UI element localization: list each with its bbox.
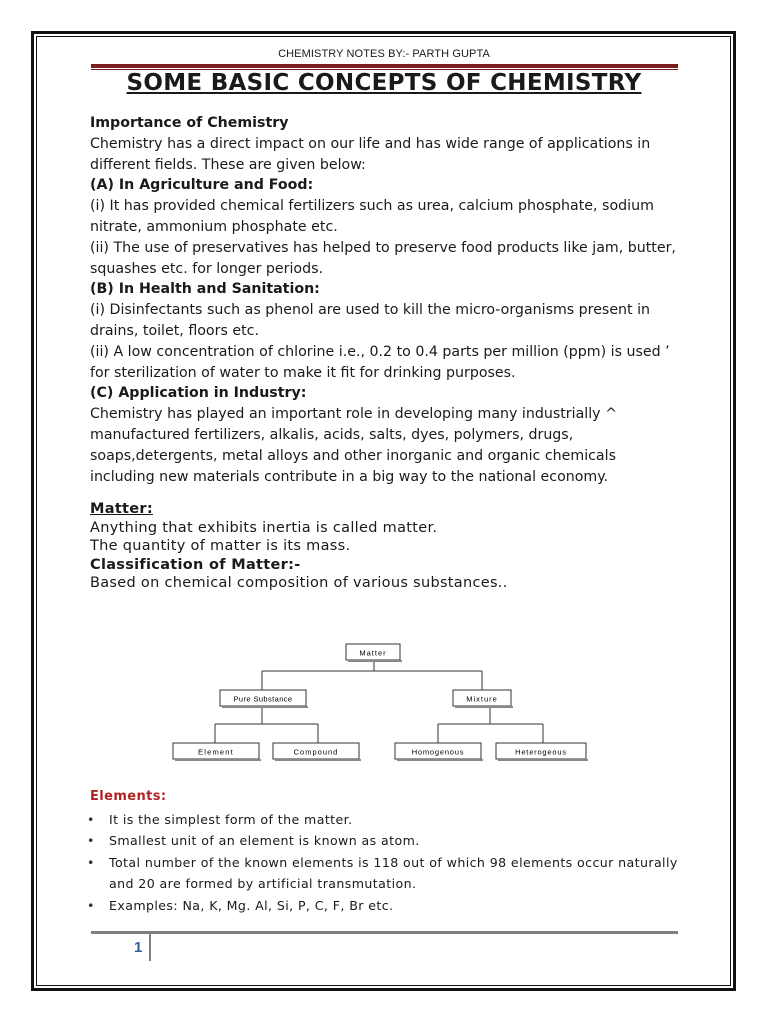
agriculture-point-2: (ii) The use of preservatives has helped to preserve food products like jam, butter, squashes etc. for longer periods.	[90, 239, 676, 277]
industry-text: Chemistry has played an important role in developing many industrially ^ manufactured fertilizers, alkalis, acids, salts, dyes, polymers, drugs, soaps,detergents, metal alloys and other inorganic and organic chemicals including new materials contribute in a big way to the national economy.	[90, 406, 617, 485]
list-item: • Smallest unit of an element is known as atom.	[90, 830, 690, 852]
header-rule	[91, 64, 678, 68]
node-pure-substance	[220, 690, 308, 708]
importance-section	[90, 113, 680, 487]
node-heterogeous	[496, 743, 588, 761]
industry-heading: (C) Application in Industry:	[90, 385, 307, 402]
health-point-2: (ii) A low concentration of chlorine i.e., 0.2 to 0.4 parts per million (ppm) is used ’ for sterilization of water to make it fit for drinking purposes.	[90, 343, 670, 381]
header-notes-by: CHEMISTRY NOTES BY:- PARTH GUPTA	[278, 48, 490, 60]
matter-heading: Matter:	[90, 501, 153, 517]
matter-section	[90, 500, 680, 593]
elements-list	[90, 809, 690, 917]
node-mixture	[453, 690, 513, 708]
node-matter-label: Matter	[359, 648, 387, 658]
node-mixture-label: Mixture	[466, 694, 498, 704]
agriculture-point-1: (i) It has provided chemical fertilizers such as urea, calcium phosphate, sodium nitrate, ammonium phosphate etc.	[90, 198, 654, 235]
matter-classification-diagram	[170, 640, 590, 765]
agriculture-heading: (A) In Agriculture and Food:	[90, 177, 314, 194]
importance-heading: Importance of Chemistry	[90, 115, 289, 131]
page-number-divider	[149, 934, 151, 961]
classification-text: Based on chemical composition of various substances..	[90, 575, 508, 591]
node-element	[173, 743, 261, 761]
node-heterogeous-label: Heterogeous	[515, 747, 567, 757]
page-number: 1	[134, 939, 143, 956]
node-matter	[346, 644, 402, 662]
health-point-1: (i) Disinfectants such as phenol are used to kill the micro-organisms present in drains, toilet, floors etc.	[90, 302, 651, 339]
node-pure-substance-label: Pure Substance	[233, 694, 293, 704]
matter-definition: Anything that exhibits inertia is called matter.	[90, 519, 438, 536]
footer-rule	[91, 931, 678, 934]
node-compound-label: Compound	[293, 747, 339, 757]
list-item: • Total number of the known elements is 118 out of which 98 elements occur naturally and 20 are formed by artificial transmutation.	[90, 852, 690, 895]
node-compound	[273, 743, 361, 761]
elements-section	[90, 786, 690, 916]
importance-intro: Chemistry has a direct impact on our life and has wide range of applications in different fields. These are given below:	[90, 135, 651, 173]
health-heading: (B) In Health and Sanitation:	[90, 281, 320, 298]
matter-mass: The quantity of matter is its mass.	[90, 538, 351, 554]
page-title: SOME BASIC CONCEPTS OF CHEMISTRY	[126, 70, 642, 96]
elements-heading: Elements:	[90, 789, 167, 804]
list-item: • Examples: Na, K, Mg. Al, Si, P, C, F, Br etc.	[90, 895, 690, 917]
node-homogenous-label: Homogenous	[411, 747, 465, 757]
node-element-label: Element	[198, 747, 234, 757]
list-item: • It is the simplest form of the matter.	[90, 809, 690, 831]
node-homogenous	[395, 743, 483, 761]
classification-heading: Classification of Matter:-	[90, 556, 301, 573]
